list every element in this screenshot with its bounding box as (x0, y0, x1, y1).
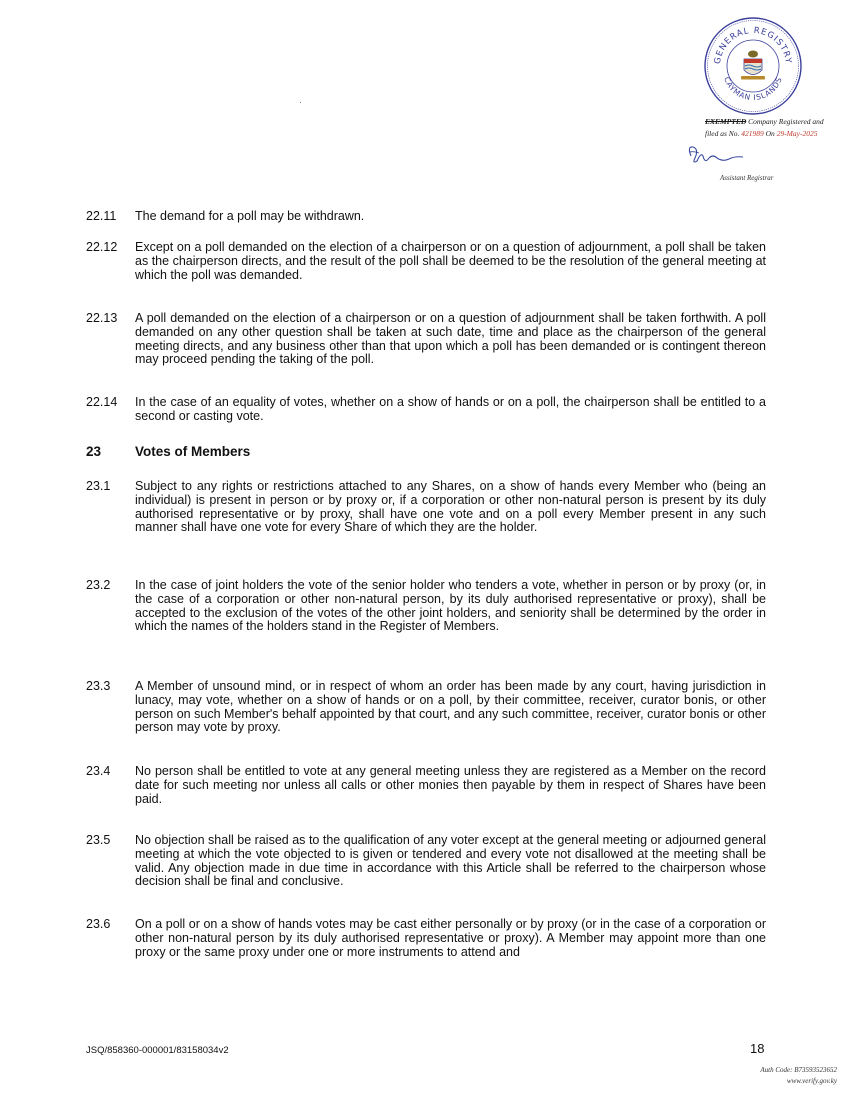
verify-url: www.verify.gov.ky (786, 1077, 837, 1085)
clause-text: On a poll or on a show of hands votes may be cast either personally or by proxy (or in the case of a corporation or other non-natural person by its duly authorised representative or proxy). A Member may appoint more than one proxy or the same proxy under one or more instruments to attend and (135, 917, 766, 959)
clause-22-11 (86, 210, 766, 224)
clause-23-4 (86, 765, 766, 806)
svg-text:CAYMAN ISLANDS (722, 76, 784, 102)
clause-23-5 (86, 834, 766, 889)
coat-of-arms-icon (741, 51, 765, 80)
seal-top-text: GENERAL REGISTRY (712, 25, 794, 65)
clause-number: 22.13 (86, 311, 118, 325)
stamp-exempted: EXEMPTED (705, 117, 747, 126)
clause-text: In the case of an equality of votes, whether on a show of hands or on a poll, the chairperson shall be entitled to a second or casting vote. (135, 395, 766, 423)
clause-22-14 (86, 396, 766, 424)
clause-23-2 (86, 579, 766, 634)
clause-23-6 (86, 918, 766, 959)
clause-text: No person shall be entitled to vote at any general meeting unless they are registered as a Member on the record date for such meeting nor unless all calls or other monies then payable by them in respect of Shares have been paid. (135, 764, 766, 806)
clause-text: The demand for a poll may be withdrawn. (135, 209, 365, 223)
document-reference: JSQ/858360-000001/83158034v2 (86, 1045, 229, 1056)
clause-23-3 (86, 680, 766, 735)
clause-text: Subject to any rights or restrictions attached to any Shares, on a show of hands every Member who (being an individual) is present in person or by proxy or, if a corporation or other non-natural person is present by its duly authorised representative or by proxy, shall have one vote and on a poll every Member present in any such manner shall have one vote for every Share of which they are the holder. (135, 479, 766, 535)
general-registry-seal (703, 16, 803, 116)
clause-number: 22.11 (86, 209, 117, 223)
clause-text: Except on a poll demanded on the election of a chairperson or on a question of adjournment, a poll shall be taken as the chairperson directs, and the result of the poll shall be deemed to be the resolution of the general meeting at which the poll was demanded. (135, 240, 766, 282)
clause-number: 22.14 (86, 395, 118, 409)
clause-22-13 (86, 312, 766, 367)
stamp-registered-text: Company Registered and (748, 117, 824, 126)
stamp-date: 29-May-2025 (776, 129, 818, 138)
clause-text: A Member of unsound mind, or in respect of whom an order has been made by any court, having jurisdiction in lunacy, may vote, whether on a show of hands or on a poll, by their committee, receiver, curator bonis, or other person on such Member's behalf appointed by that court, and any such committee, receiver, curator bonis or other person may vote by proxy. (135, 679, 766, 735)
stamp-company-number: 421989 (741, 129, 764, 138)
stamp-filed-line (705, 129, 818, 138)
stamp-filed-text: filed as No. (705, 129, 740, 138)
clause-number: 23.2 (86, 578, 111, 592)
stamp-role: Assistant Registrar (720, 174, 774, 182)
page-number: 18 (750, 1041, 765, 1056)
section-title: Votes of Members (135, 444, 251, 459)
clause-number: 23.4 (86, 764, 111, 778)
clause-number: 22.12 (86, 240, 118, 254)
stray-mark (300, 102, 301, 103)
stamp-on-text: On (765, 129, 775, 138)
stamp-registered-line (705, 117, 824, 126)
clause-text: A poll demanded on the election of a chairperson or on a question of adjournment shall be taken forthwith. A poll demanded on any other question shall be taken at such date, time and place as the chairperson of the general meeting directs, and any business other than that upon which a poll has been demanded or is contingent thereon may proceed pending the taking of the poll. (135, 311, 766, 367)
clause-text: In the case of joint holders the vote of the senior holder who tenders a vote, whether in person or by proxy (or, in the case of a corporation or other non-natural person, by its duly authorised representative or proxy), shall be accepted to the exclusion of the votes of the other joint holders, and seniority shall be determined by the order in which the names of the holders stand in the Register of Members. (135, 578, 766, 634)
clause-23-1 (86, 480, 766, 535)
clause-number: 23.5 (86, 833, 111, 847)
clause-22-12 (86, 241, 766, 282)
clause-number: 23.3 (86, 679, 111, 693)
clause-number: 23.1 (86, 479, 111, 493)
auth-code: Auth Code: B73593523652 (760, 1066, 837, 1074)
clause-number: 23.6 (86, 917, 111, 931)
clause-text: No objection shall be raised as to the qualification of any voter except at the general meeting or adjourned general meeting at which the vote objected to is given or tendered and every vote not disallowed at the meeting shall be valid. Any objection made in due time in accordance with this Article shall be referred to the chairperson whose decision shall be final and conclusive. (135, 833, 766, 889)
section-number: 23 (86, 444, 102, 459)
registrar-signature (683, 142, 745, 168)
seal-bottom-text: CAYMAN ISLANDS (722, 75, 784, 103)
